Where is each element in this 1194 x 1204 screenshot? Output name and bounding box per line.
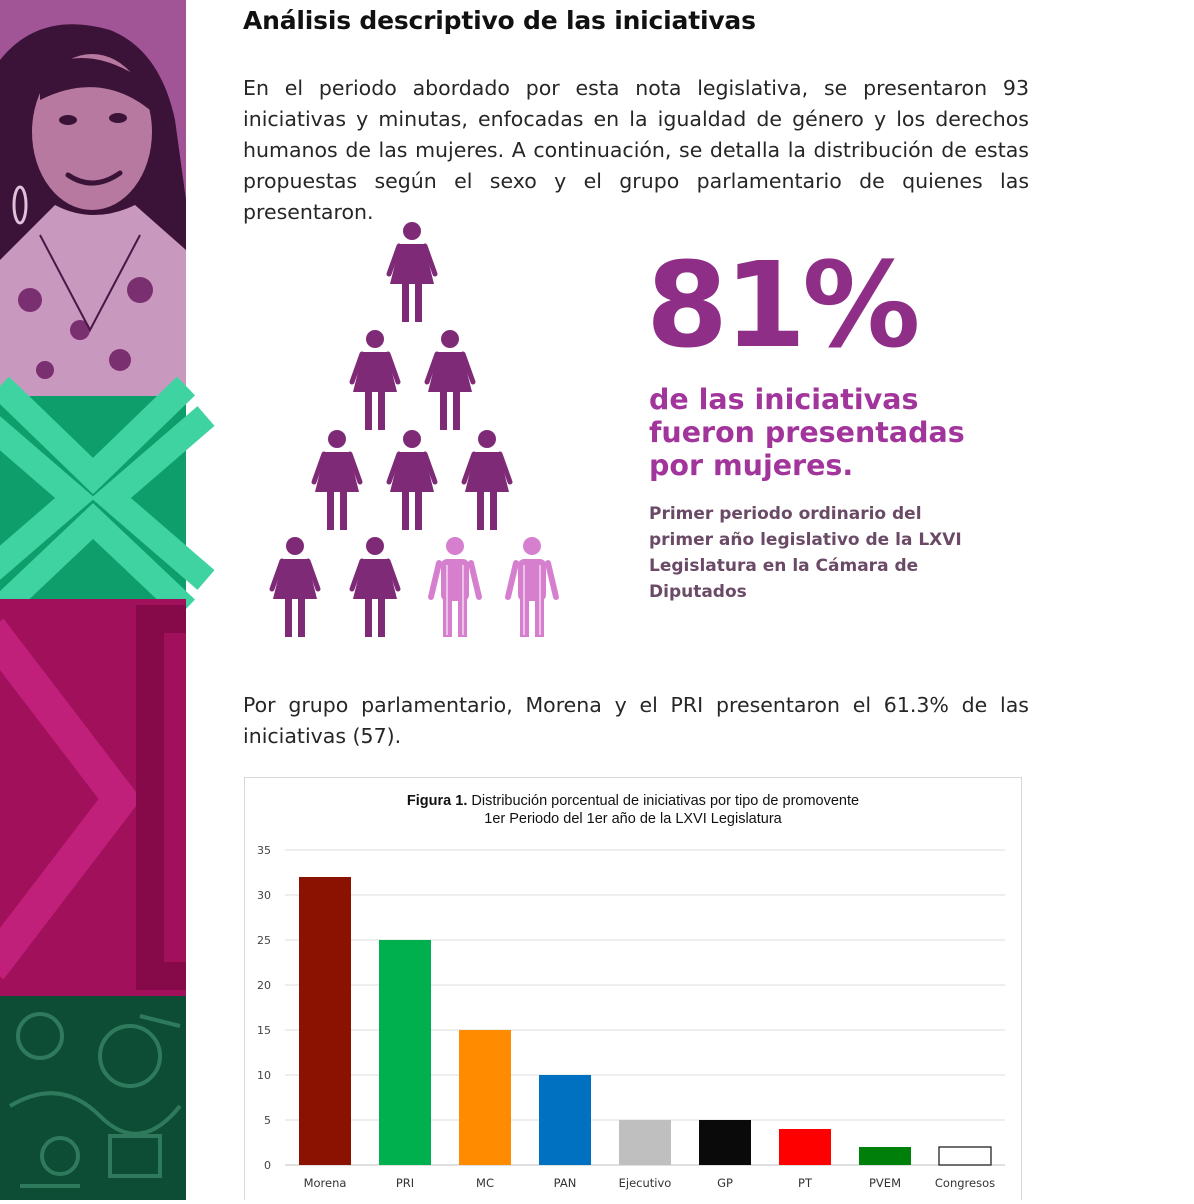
stat-percent: 81% [646, 236, 917, 374]
bar-pri [379, 940, 431, 1165]
figure-subtitle: 1er Periodo del 1er año de la LXVI Legislatura [484, 811, 782, 827]
stat-period-note: Primer periodo ordinario del primer año legislativo de la LXVI Legislatura en la Cámara de Diputados [649, 504, 962, 602]
bar-pvem [859, 1147, 911, 1165]
bar-chart [245, 778, 1021, 1201]
x-tick-label: MC [476, 1176, 494, 1190]
x-tick-label: Morena [303, 1176, 347, 1190]
x-tick-label: PAN [553, 1176, 577, 1190]
female-figure-icon [352, 537, 398, 637]
y-tick-label: 25 [257, 934, 271, 947]
bar-gp [699, 1120, 751, 1165]
female-figure-icon [389, 430, 435, 530]
female-figure-icon [427, 330, 473, 430]
male-figure-icon [508, 537, 556, 637]
party-paragraph: Por grupo parlamentario, Morena y el PRI presentaron el 61.3% de las iniciativas (57). [243, 693, 1029, 748]
bar-morena [299, 877, 351, 1165]
y-tick-label: 30 [257, 889, 271, 902]
side-decoration [0, 0, 186, 1200]
figure-1 [244, 777, 1022, 1200]
figure-title-text: Distribución porcentual de iniciativas por tipo de promovente [471, 793, 860, 809]
y-tick-label: 5 [264, 1114, 271, 1127]
figure-label: Figura 1. [406, 793, 468, 809]
green-pattern-band [0, 396, 186, 599]
female-figure-icon [314, 430, 360, 530]
x-tick-label: PT [798, 1176, 812, 1190]
people-pictogram [262, 212, 572, 652]
bar-mc [459, 1030, 511, 1165]
bar-congresos [939, 1147, 991, 1165]
x-tick-label: GP [717, 1176, 733, 1190]
intro-paragraph: En el periodo abordado por esta nota legislativa, se presentaron 93 iniciativas y minutas, enfocadas en la igualdad de género y los derechos humanos de las mujeres. A continuación, se detalla la distribución de estas propuestas según el sexo y el grupo parlamentario de quienes las presentaron. [243, 76, 1029, 224]
portrait-photo [0, 0, 186, 396]
female-figure-icon [389, 222, 435, 322]
x-tick-label: PVEM [869, 1176, 901, 1190]
bar-ejecutivo [619, 1120, 671, 1165]
y-tick-label: 35 [257, 844, 271, 857]
x-tick-label: Congresos [934, 1176, 996, 1190]
y-tick-label: 20 [257, 979, 271, 992]
portrait-illustration [0, 0, 186, 396]
dark-green-pattern-band [0, 996, 186, 1200]
y-tick-label: 0 [264, 1159, 271, 1172]
x-tick-label: Ejecutivo [618, 1176, 672, 1190]
female-figure-icon [352, 330, 398, 430]
bar-pt [779, 1129, 831, 1165]
section-title: Análisis descriptivo de las iniciativas [243, 6, 756, 35]
female-figure-icon [272, 537, 318, 637]
stat-caption: de las iniciativas fueron presentadas por mujeres. [649, 383, 965, 482]
y-tick-label: 15 [257, 1024, 271, 1037]
bar-pan [539, 1075, 591, 1165]
male-figure-icon [431, 537, 479, 637]
figure-title [245, 792, 1021, 828]
female-figure-icon [464, 430, 510, 530]
y-tick-label: 10 [257, 1069, 271, 1082]
x-tick-label: PRI [395, 1176, 415, 1190]
magenta-pattern-band [0, 599, 186, 996]
